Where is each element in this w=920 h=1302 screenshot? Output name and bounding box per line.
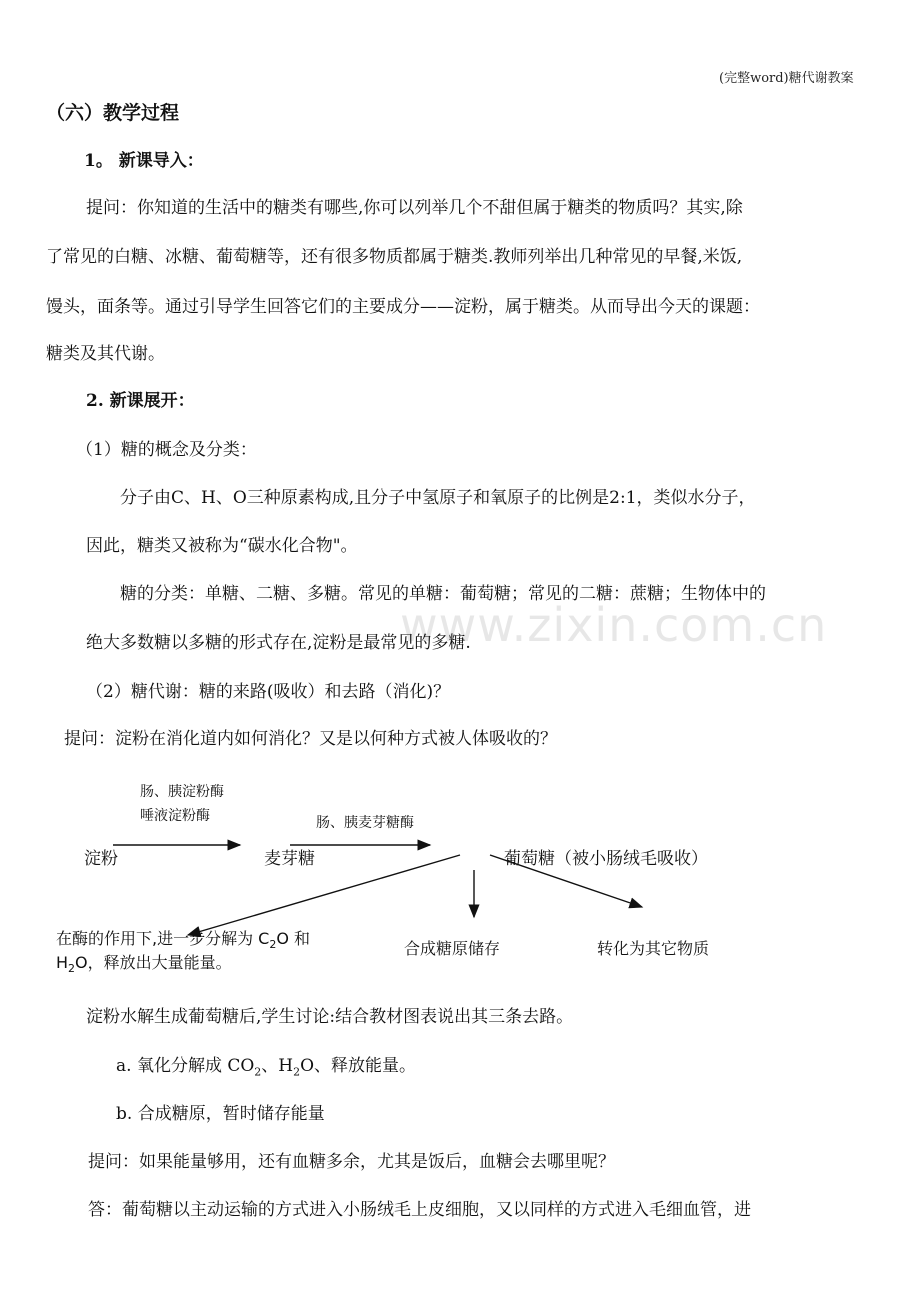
s2-sub1-heading: （1）糖的概念及分类： xyxy=(76,440,257,460)
s1-paragraph-line: 馒头，面条等。通过引导学生回答它们的主要成分——淀粉，属于糖类。从而导出今天的课题： xyxy=(46,297,760,317)
s2-sub1-p1-line: 因此，糖类又被称为“碳水化合物"。 xyxy=(86,536,358,556)
s1-paragraph-line: 提问：你知道的生活中的糖类有哪些,你可以列举几个不甜但属于糖类的物质吗？其实,除 xyxy=(86,198,743,218)
outcome-glycogen: 合成糖原储存 xyxy=(404,939,501,958)
s1-paragraph-line: 糖类及其代谢。 xyxy=(46,344,165,364)
discussion-text: 淀粉水解生成葡萄糖后,学生讨论:结合教材图表说出其三条去路。 xyxy=(86,1007,574,1027)
s1-heading: 1。 新课导入： xyxy=(84,151,204,171)
s1-paragraph-line: 了常见的白糖、冰糖、葡萄糖等，还有很多物质都属于糖类.教师列举出几种常见的早餐,米饭, xyxy=(46,247,743,267)
item-a: a. 氧化分解成 $CO_2$、$H_2O$、释放能量。 xyxy=(116,1056,417,1079)
enzyme-maltase-label: 肠、胰麦芽糖酶 xyxy=(316,815,414,831)
s2-sub2-heading: （2）糖代谢：糖的来路(吸收）和去路（消化)？ xyxy=(86,682,451,702)
s2-sub1-p2-line: 糖的分类：单糖、二糖、多糖。常见的单糖：葡萄糖；常见的二糖：蔗糖；生物体中的 xyxy=(120,584,766,604)
s2-sub2-question: 提问：淀粉在消化道内如何消化？又是以何种方式被人体吸收的？ xyxy=(64,729,557,749)
item-b: b. 合成糖原，暂时储存能量 xyxy=(116,1104,325,1124)
section-title: （六）教学过程 xyxy=(46,102,180,124)
s2-sub1-p1-line: 分子由C、H、O三种原素构成,且分子中氢原子和氧原子的比例是2:1，类似水分子， xyxy=(120,488,756,508)
watermark: www.zixin.com.cn xyxy=(400,598,828,652)
enzyme-salivary-amylase-label: 唾液淀粉酶 xyxy=(140,808,210,824)
answer-text: 答：葡萄糖以主动运输的方式进入小肠绒毛上皮细胞，又以同样的方式进入毛细血管，进 xyxy=(88,1200,751,1220)
question-2: 提问：如果能量够用，还有血糖多余，尤其是饭后，血糖会去哪里呢？ xyxy=(88,1152,615,1172)
arrow-glucose-to-oxidation xyxy=(188,855,460,935)
glucose-node: 葡萄糖（被小肠绒毛吸收） xyxy=(504,849,708,869)
s2-heading: 2. 新课展开： xyxy=(86,391,195,411)
document-header-title: (完整word)糖代谢教案 xyxy=(719,71,854,86)
enzyme-pancreatic-amylase-label: 肠、胰淀粉酶 xyxy=(140,784,224,800)
maltose-node: 麦芽糖 xyxy=(264,849,315,869)
arrow-glucose-to-other xyxy=(490,855,642,907)
outcome-oxidation-line1: 在酶的作用下,进一步分解为 $C_2O$ 和 xyxy=(56,929,311,952)
s2-sub1-p2-line: 绝大多数糖以多糖的形式存在,淀粉是最常见的多糖. xyxy=(86,633,471,653)
starch-node: 淀粉 xyxy=(84,849,118,869)
outcome-other-substances: 转化为其它物质 xyxy=(597,939,710,958)
outcome-oxidation-line2: $H_2O$，释放出大量能量。 xyxy=(56,953,232,976)
